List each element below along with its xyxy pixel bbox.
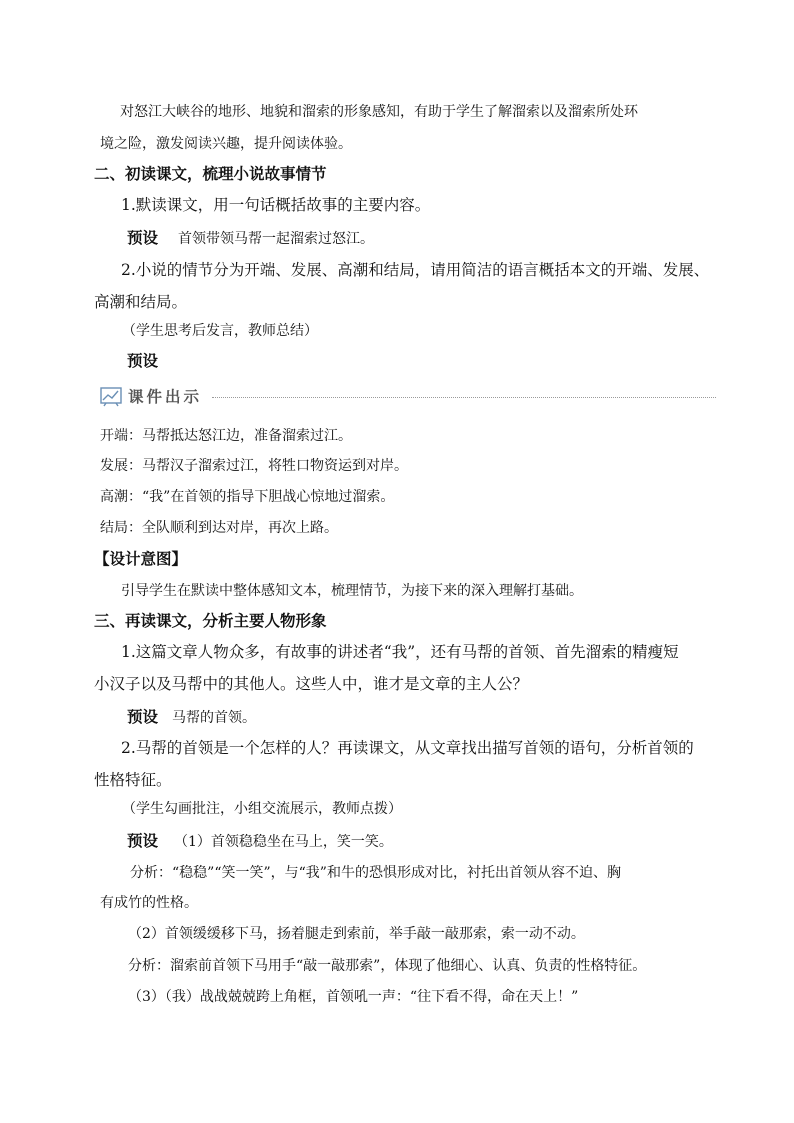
- analysis-1-line-2: 有成竹的性格。: [100, 895, 198, 911]
- design-intent-heading: 【设计意图】: [94, 550, 188, 568]
- section3-question-1-line-1: 1.这篇文章人物众多，有故事的讲述者“我”，还有马帮的首领、首先溜索的精瘦短: [121, 643, 679, 661]
- kejian-label: 课件出示: [128, 388, 203, 406]
- intro-line-1: 对怒江大峡谷的地形、地貌和溜索的形象感知，有助于学生了解溜索以及溜索所处环: [120, 104, 638, 120]
- answer-text: 马帮的首领。: [172, 710, 257, 726]
- point-2: （2）首领缓缓移下马，扬着腿走到索前，举手敲一敲那索，索一动不动。: [128, 926, 585, 942]
- kejian-item-4: 结局：全队顺利到达对岸，再次上路。: [100, 520, 338, 536]
- design-intent-text: 引导学生在默读中整体感知文本，梳理情节，为接下来的深入理解打基础。: [121, 583, 583, 599]
- section3-answer-1: [127, 706, 256, 729]
- section3-question-2-line-2: 性格特征。: [94, 771, 172, 789]
- section2-note: （学生思考后发言，教师总结）: [122, 323, 318, 339]
- section3-heading: 三、再读课文，分析主要人物形象: [94, 612, 327, 630]
- chart-icon: [100, 387, 122, 407]
- section3-question-2-line-1: 2.马帮的首领是一个怎样的人？再读课文，从文章找出描写首领的语句，分析首领的: [121, 739, 694, 757]
- kejian-header: [100, 386, 716, 408]
- section2-heading: 二、初读课文，梳理小说故事情节: [94, 165, 327, 183]
- yushe-label: 预设: [127, 832, 159, 850]
- section3-point-1: [127, 830, 393, 853]
- dotted-divider: [212, 397, 716, 398]
- intro-line-2: 境之险，激发阅读兴趣，提升阅读体验。: [100, 136, 352, 152]
- section2-question-2-line-1: 2.小说的情节分为开端、发展、高潮和结局，请用简洁的语言概括本文的开端、发展、: [121, 261, 710, 279]
- yushe-label: 预设: [127, 229, 159, 247]
- section2-question-2-line-2: 高潮和结局。: [94, 293, 188, 311]
- kejian-item-3: 高潮：“我”在首领的指导下胆战心惊地过溜索。: [100, 489, 395, 505]
- section2-answer-1: [127, 227, 374, 250]
- analysis-2: 分析：溜索前首领下马用手“敲一敲那索”，体现了他细心、认真、负责的性格特征。: [128, 958, 647, 974]
- kejian-item-1: 开端：马帮抵达怒江边，准备溜索过江。: [100, 428, 352, 444]
- point-3: （3）（我）战战兢兢跨上角框，首领吼一声：“往下看不得，命在天上！”: [128, 989, 579, 1005]
- analysis-1-line-1: 分析：“稳稳”“笑一笑”，与“我”和牛的恐惧形成对比，衬托出首领从容不迫、胸: [130, 865, 621, 881]
- kejian-item-2: 发展：马帮汉子溜索过江，将牲口物资运到对岸。: [100, 458, 408, 474]
- section2-question-1: 1.默读课文，用一句话概括故事的主要内容。: [121, 196, 431, 214]
- section3-note: （学生勾画批注，小组交流展示，教师点拨）: [122, 801, 402, 817]
- yushe-label: 预设: [127, 708, 159, 726]
- section2-yushe-2: 预设: [127, 352, 159, 370]
- section3-question-1-line-2: 小汉子以及马帮中的其他人。这些人中，谁才是文章的主人公？: [94, 675, 529, 693]
- answer-text: 首领带领马帮一起溜索过怒江。: [178, 231, 375, 247]
- point-text: （1）首领稳稳坐在马上，笑一笑。: [174, 834, 393, 850]
